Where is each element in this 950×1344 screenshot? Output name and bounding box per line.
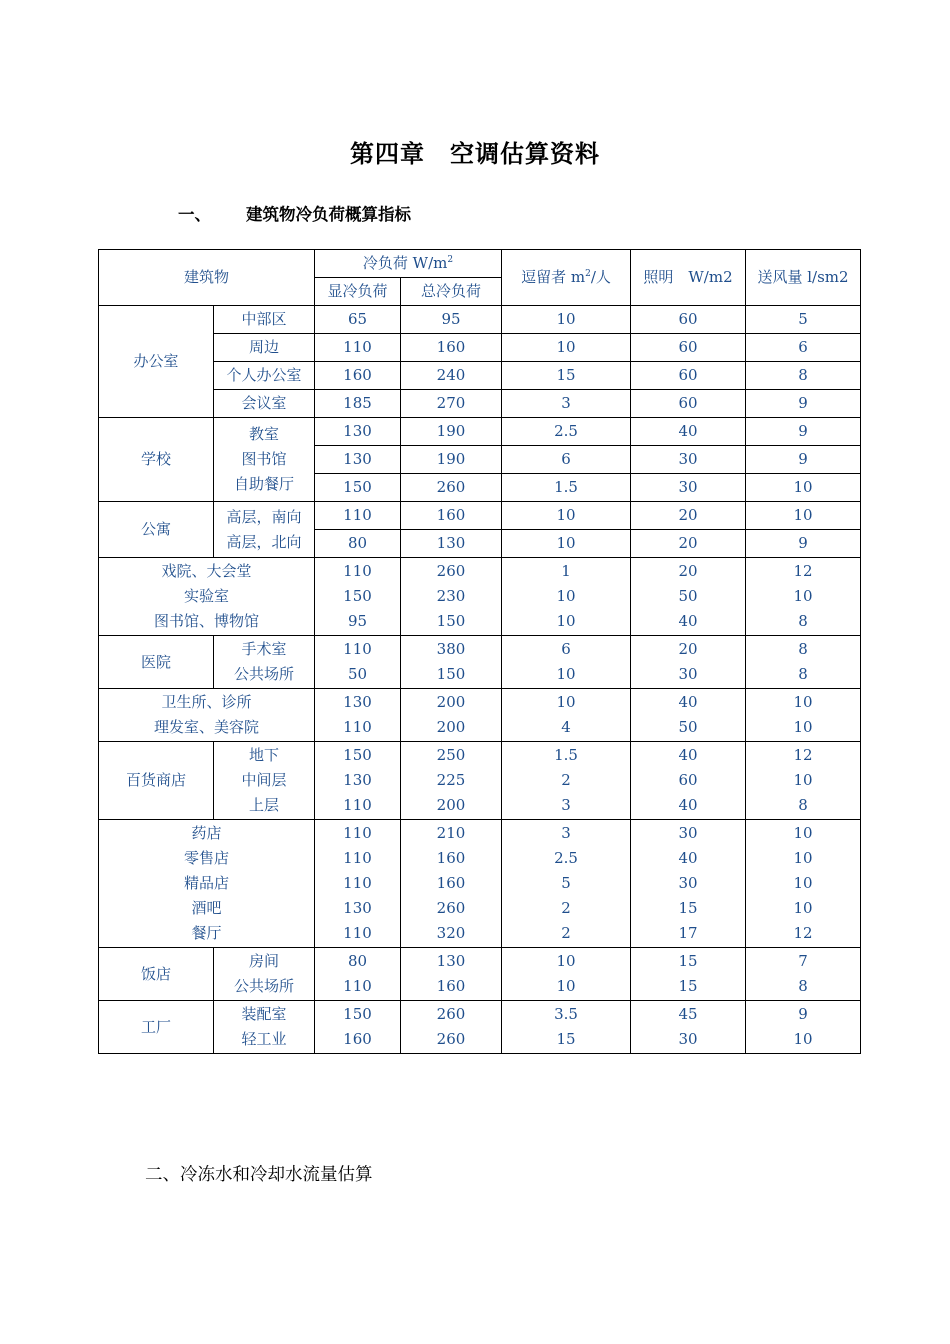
- header-airflow: 送风量 l/sm2: [746, 250, 861, 306]
- header-sensible: 显冷负荷: [315, 278, 401, 306]
- school-subtypes: 教室 图书馆 自助餐厅: [214, 418, 315, 502]
- category-hotel: 饭店: [99, 948, 214, 1001]
- table-row: 会议室 185 270 3 60 9: [99, 390, 861, 418]
- header-lighting: 照明 W/m2: [631, 250, 746, 306]
- table-row: 医院 手术室 公共场所 110 50 380 150 6 10 20 30 8 8: [99, 636, 861, 689]
- table-row: 饭店 房间 公共场所 80 110 130 160 10 10 15 15 7 8: [99, 948, 861, 1001]
- section-heading-2: 二、冷冻水和冷却水流量估算: [145, 1165, 373, 1185]
- section-title: 建筑物冷负荷概算指标: [246, 205, 411, 224]
- table-row: 个人办公室 160 240 15 60 8: [99, 362, 861, 390]
- apartment-subtypes: 高层，南向 高层，北向: [214, 502, 315, 558]
- page-title: 第四章 空调估算资料: [350, 140, 600, 168]
- theater-group-names: 戏院、大会堂 实验室 图书馆、博物馆: [99, 558, 315, 636]
- table-row: 公寓 高层，南向 高层，北向 110 160 10 20 10: [99, 502, 861, 530]
- section-heading-1: [178, 201, 411, 225]
- header-cooling-load: 冷负荷 $W/m^2$: [315, 250, 502, 278]
- table-row: 卫生所、诊所 理发室、美容院 130 110 200 200 10 4 40 50 10 10: [99, 689, 861, 742]
- table-row: 周边 110 160 10 60 6: [99, 334, 861, 362]
- shops-group-names: 药店 零售店 精品店 酒吧 餐厅: [99, 820, 315, 948]
- category-department-store: 百货商店: [99, 742, 214, 820]
- table-row: 工厂 装配室 轻工业 150 160 260 260 3.5 15 45 30 9 10: [99, 1001, 861, 1054]
- cooling-load-table: [98, 249, 861, 1054]
- header-building: 建筑物: [99, 250, 315, 306]
- section-number: 一、: [178, 205, 211, 224]
- category-apartment: 公寓: [99, 502, 214, 558]
- category-factory: 工厂: [99, 1001, 214, 1054]
- table-row: 130 190 6 30 9: [99, 446, 861, 474]
- clinic-group-names: 卫生所、诊所 理发室、美容院: [99, 689, 315, 742]
- category-office: 办公室: [99, 306, 214, 418]
- table-row: 学校 教室 图书馆 自助餐厅 130 190 2.5 40 9: [99, 418, 861, 446]
- category-hospital: 医院: [99, 636, 214, 689]
- table-row: 百货商店 地下 中间层 上层 150 130 110 250 225 200 1.5 2 3 40 60 40 12 10 8: [99, 742, 861, 820]
- table-row: 药店 零售店 精品店 酒吧 餐厅 110 110 110 130 110 210 160 160 260 320 3 2.5 5 2 2 30 40 30 15 17 10 10 10 10 12: [99, 820, 861, 948]
- table-row: 戏院、大会堂 实验室 图书馆、博物馆 110 150 95 260 230 150 1 10 10 20 50 40 12 10 8: [99, 558, 861, 636]
- table-row: 80 130 10 20 9: [99, 530, 861, 558]
- table-row: 办公室 中部区 65 95 10 60 5: [99, 306, 861, 334]
- header-total: 总冷负荷: [401, 278, 502, 306]
- header-occupancy: 逗留者 $m^2/$人: [502, 250, 631, 306]
- table-row: 150 260 1.5 30 10: [99, 474, 861, 502]
- category-school: 学校: [99, 418, 214, 502]
